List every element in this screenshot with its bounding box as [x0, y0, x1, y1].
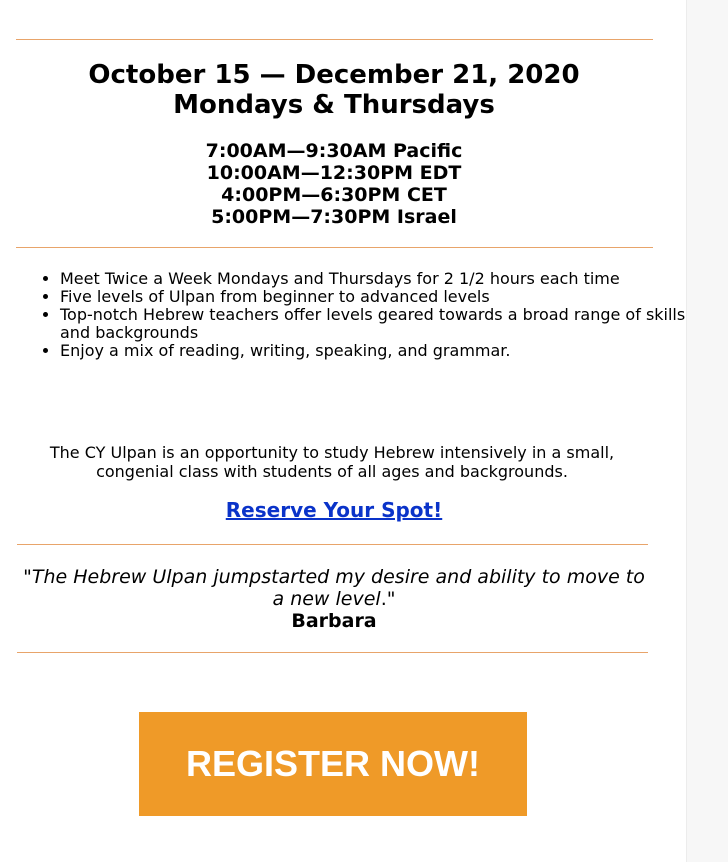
- list-item: • Five levels of Ulpan from beginner to advanced levels: [60, 288, 690, 306]
- quote-mark: .": [380, 588, 396, 610]
- divider: [16, 39, 653, 40]
- reserve-spot-link[interactable]: Reserve Your Spot!: [225, 498, 443, 522]
- time-edt: 10:00AM—12:30PM EDT: [206, 162, 462, 184]
- testimonial-author: Barbara: [291, 610, 377, 632]
- testimonial: [20, 566, 648, 632]
- list-item: • Enjoy a mix of reading, writing, speaking, and grammar.: [60, 342, 690, 360]
- time-israel: 5:00PM—7:30PM Israel: [211, 206, 457, 228]
- testimonial-text: The Hebrew Ulpan jumpstarted my desire and ability to move to a new level: [31, 566, 645, 610]
- divider: [17, 652, 648, 653]
- divider: [17, 544, 648, 545]
- intro-text: The CY Ulpan is an opportunity to study Hebrew intensively in a small, congenial class with students of all ages and backgrounds.: [49, 443, 615, 481]
- meeting-days: Mondays & Thursdays: [173, 90, 495, 120]
- quote-mark: ": [23, 566, 32, 588]
- list-item: • Top-notch Hebrew teachers offer levels geared towards a broad range of skills and backgrounds: [60, 306, 690, 342]
- register-now-button[interactable]: REGISTER NOW!: [139, 712, 527, 816]
- divider: [16, 247, 653, 248]
- features-list: [28, 270, 690, 360]
- list-item: • Meet Twice a Week Mondays and Thursdays for 2 1/2 hours each time: [60, 270, 690, 288]
- schedule-heading: [0, 60, 668, 120]
- time-zones: [0, 140, 668, 228]
- date-range: October 15 — December 21, 2020: [88, 60, 580, 90]
- time-pacific: 7:00AM—9:30AM Pacific: [205, 140, 463, 162]
- time-cet: 4:00PM—6:30PM CET: [221, 184, 447, 206]
- scrollbar-track[interactable]: [686, 0, 728, 862]
